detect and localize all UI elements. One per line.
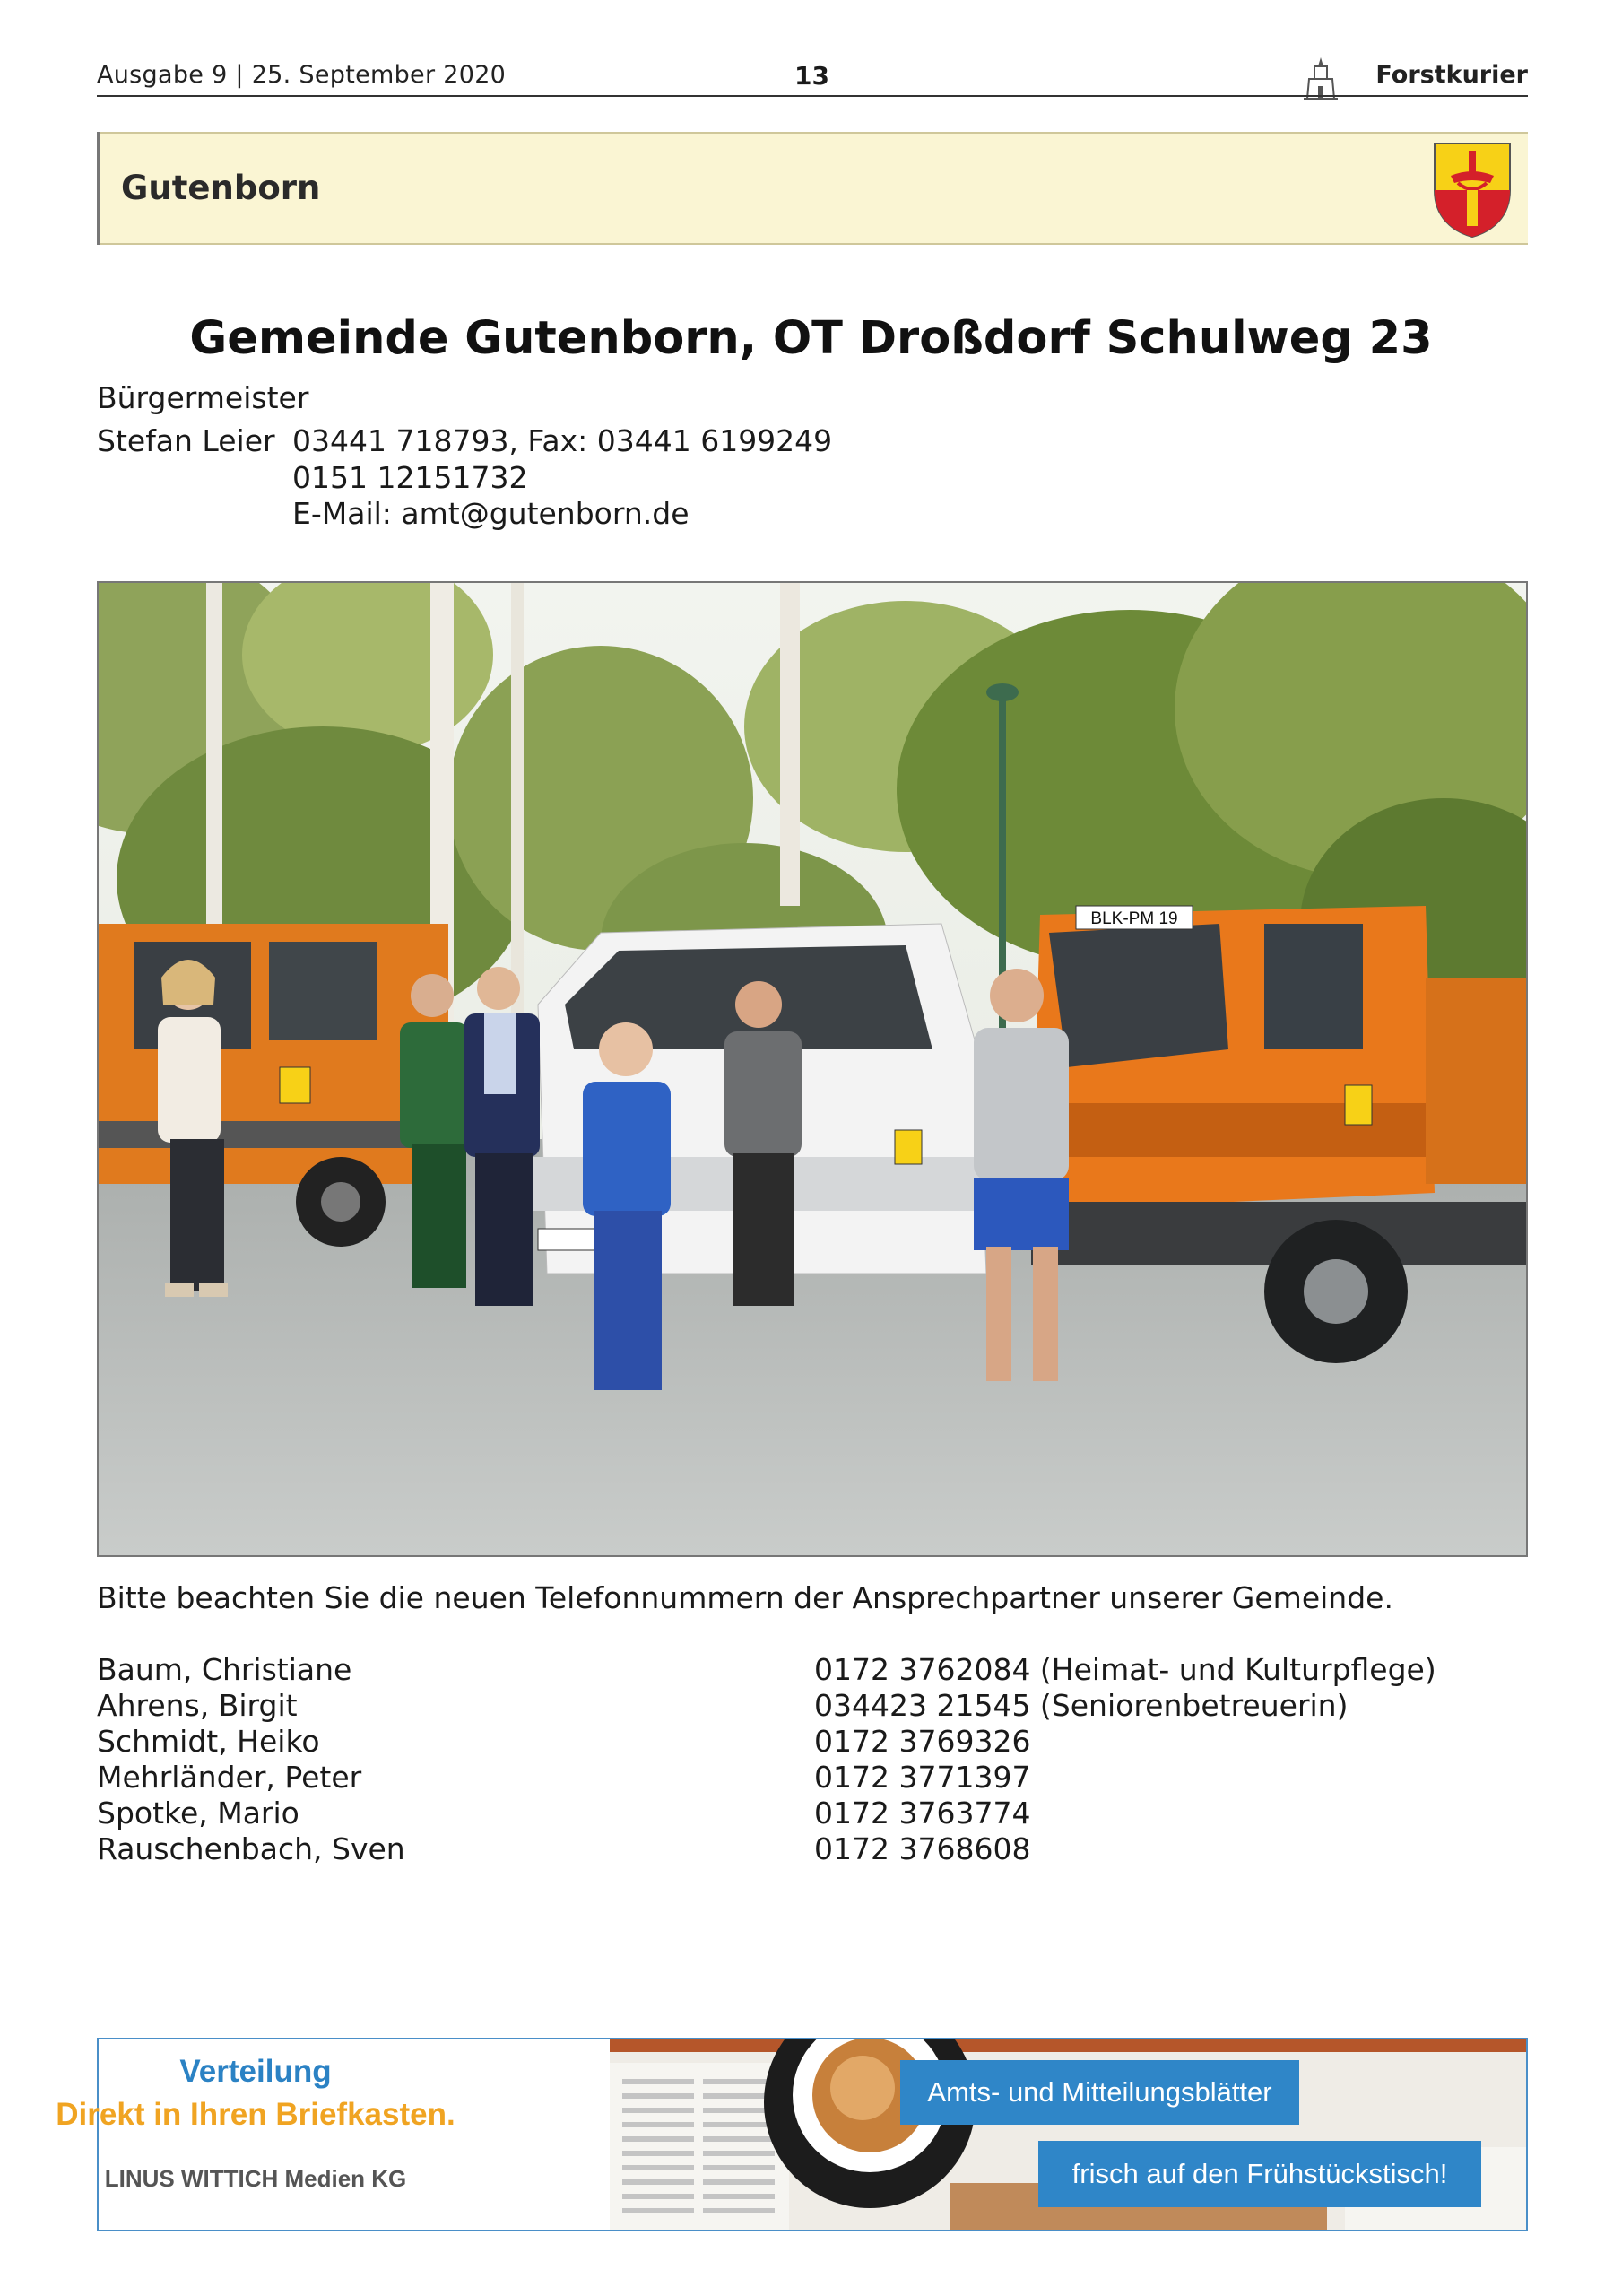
section-title: Gutenborn (121, 169, 321, 207)
notice-text: Bitte beachten Sie die neuen Telefonnummern der Ansprechpartner unserer Gemeinde. (97, 1580, 1393, 1615)
mayor-phone-fax: 03441 718793, Fax: 03441 6199249 (292, 423, 833, 458)
ad-label-official-bulletins: Amts- und Mitteilungsblätter (900, 2060, 1299, 2125)
mayor-email: E-Mail: amt@gutenborn.de (292, 496, 690, 531)
mayor-name: Stefan Leier (97, 423, 275, 458)
contact-name: Spotke, Mario (97, 1796, 299, 1831)
person-3 (464, 967, 540, 1306)
mayor-mobile: 0151 12151732 (292, 460, 528, 495)
truck-license-plate: BLK-PM 19 (1090, 909, 1178, 928)
contact-name: Baum, Christiane (97, 1652, 352, 1687)
group-photo (97, 581, 1528, 1557)
article-title: Gemeinde Gutenborn, OT Droßdorf Schulweg 23 (189, 312, 1433, 365)
contact-name: Mehrländer, Peter (97, 1760, 362, 1795)
ad-headline: Verteilung (179, 2054, 332, 2089)
issue-date: Ausgabe 9 | 25. September 2020 (97, 61, 507, 89)
coat-of-arms-icon (1431, 140, 1514, 239)
contact-name: Rauschenbach, Sven (97, 1831, 405, 1866)
contact-phone: 034423 21545 (Seniorenbetreuerin) (814, 1688, 1349, 1723)
contact-phone: 0172 3763774 (814, 1796, 1031, 1831)
ad-subline: Direkt in Ihren Briefkasten. (56, 2097, 455, 2132)
contact-name: Schmidt, Heiko (97, 1724, 320, 1759)
contact-phone: 0172 3768608 (814, 1831, 1031, 1866)
banner-edge (97, 132, 100, 245)
ad-label-breakfast-table: frisch auf den Frühstückstisch! (1038, 2141, 1481, 2207)
contact-phone: 0172 3769326 (814, 1724, 1031, 1759)
page-number: 13 (794, 61, 829, 91)
contact-name: Ahrens, Birgit (97, 1688, 298, 1723)
mayor-role: Bürgermeister (97, 380, 309, 415)
header-divider (97, 95, 1528, 97)
contact-phone: 0172 3771397 (814, 1760, 1031, 1795)
church-tower-icon (1302, 56, 1340, 100)
contact-phone: 0172 3762084 (Heimat- und Kulturpflege) (814, 1652, 1436, 1687)
publication-name: Forstkurier (1375, 61, 1528, 89)
ad-company: LINUS WITTICH Medien KG (104, 2165, 407, 2192)
